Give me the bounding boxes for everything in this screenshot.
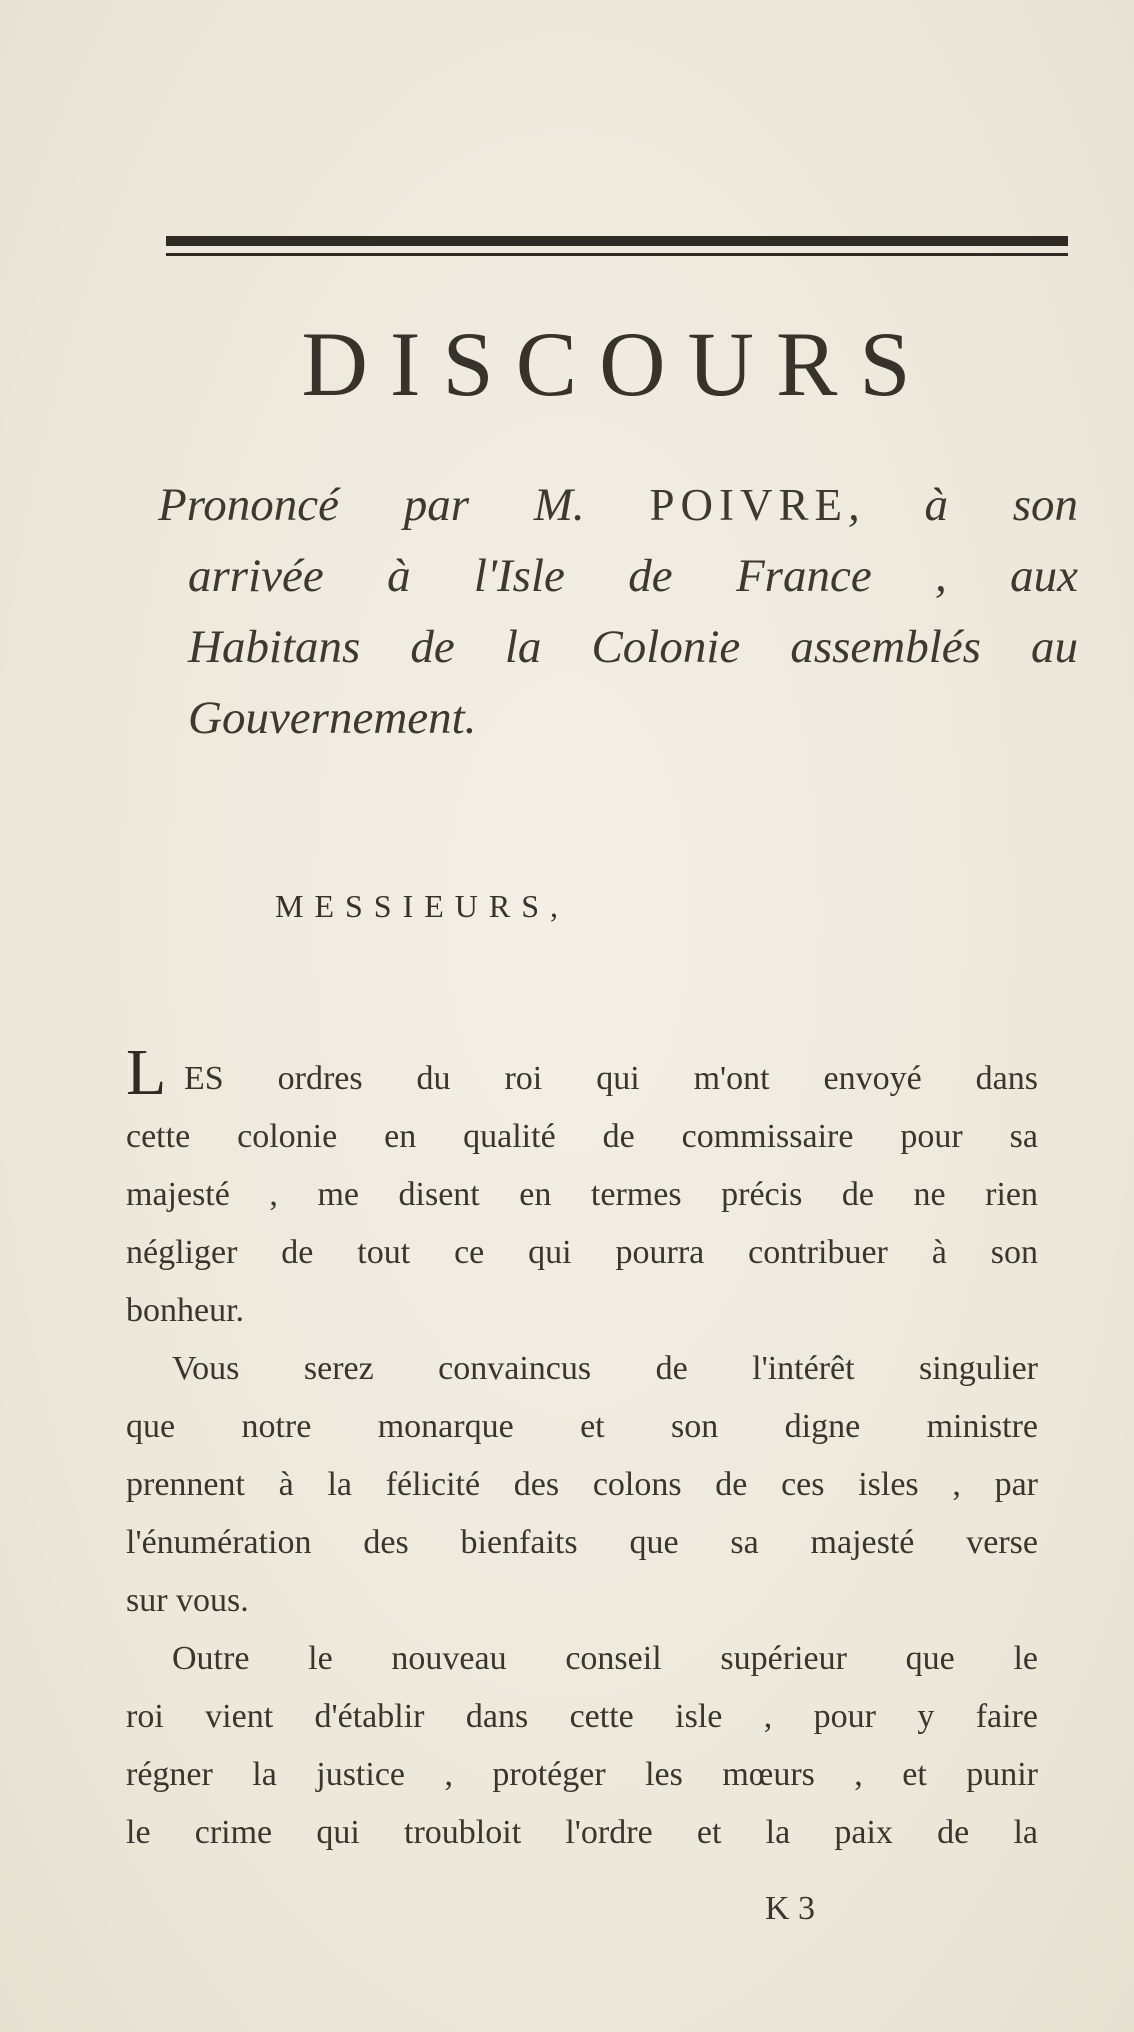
subtitle-line: Gouvernement. [188, 692, 477, 744]
page-title: DISCOURS [301, 313, 933, 415]
body-line: ES ordres du roi qui m'ont envoyé dans [184, 1060, 1038, 1097]
header-rule-thick [166, 236, 1068, 246]
author-name: POIVRE [649, 480, 848, 530]
subtitle-line: Habitans de la Colonie assemblés au [188, 621, 1078, 673]
subtitle-line: arrivée à l'Isle de France , aux [188, 550, 1078, 602]
body-line: régner la justice , protéger les mœurs , et punir [126, 1756, 1038, 1793]
body-line: négliger de tout ce qui pourra contribuer à son [126, 1234, 1038, 1271]
body-line: bonheur. [126, 1292, 245, 1329]
header-rule-thin [166, 253, 1068, 256]
body-line: Outre le nouveau conseil supérieur que le [172, 1640, 1038, 1677]
body-line: sur vous. [126, 1582, 249, 1619]
body-line: l'énumération des bienfaits que sa majesté verse [126, 1524, 1038, 1561]
body-text [126, 1050, 1038, 1862]
signature-mark: K 3 [765, 1890, 816, 1927]
body-line: cette colonie en qualité de commissaire pour sa [126, 1118, 1038, 1155]
subtitle-line [158, 470, 1078, 541]
subtitle [158, 470, 1078, 754]
body-line: Vous serez convaincus de l'intérêt singulier [172, 1350, 1038, 1387]
body-line: prennent à la félicité des colons de ces isles , par [126, 1466, 1038, 1503]
body-line: roi vient d'établir dans cette isle , pour y faire [126, 1698, 1038, 1735]
drop-cap: L [126, 1036, 167, 1109]
body-line: que notre monarque et son digne ministre [126, 1408, 1038, 1445]
salutation: MESSIEURS, [275, 888, 570, 924]
subtitle-text: , à son [847, 479, 1078, 531]
body-line: majesté , me disent en termes précis de ne rien [126, 1176, 1038, 1213]
subtitle-text: Prononcé par M. [158, 479, 650, 531]
body-line: le crime qui troubloit l'ordre et la paix de la [126, 1814, 1038, 1851]
